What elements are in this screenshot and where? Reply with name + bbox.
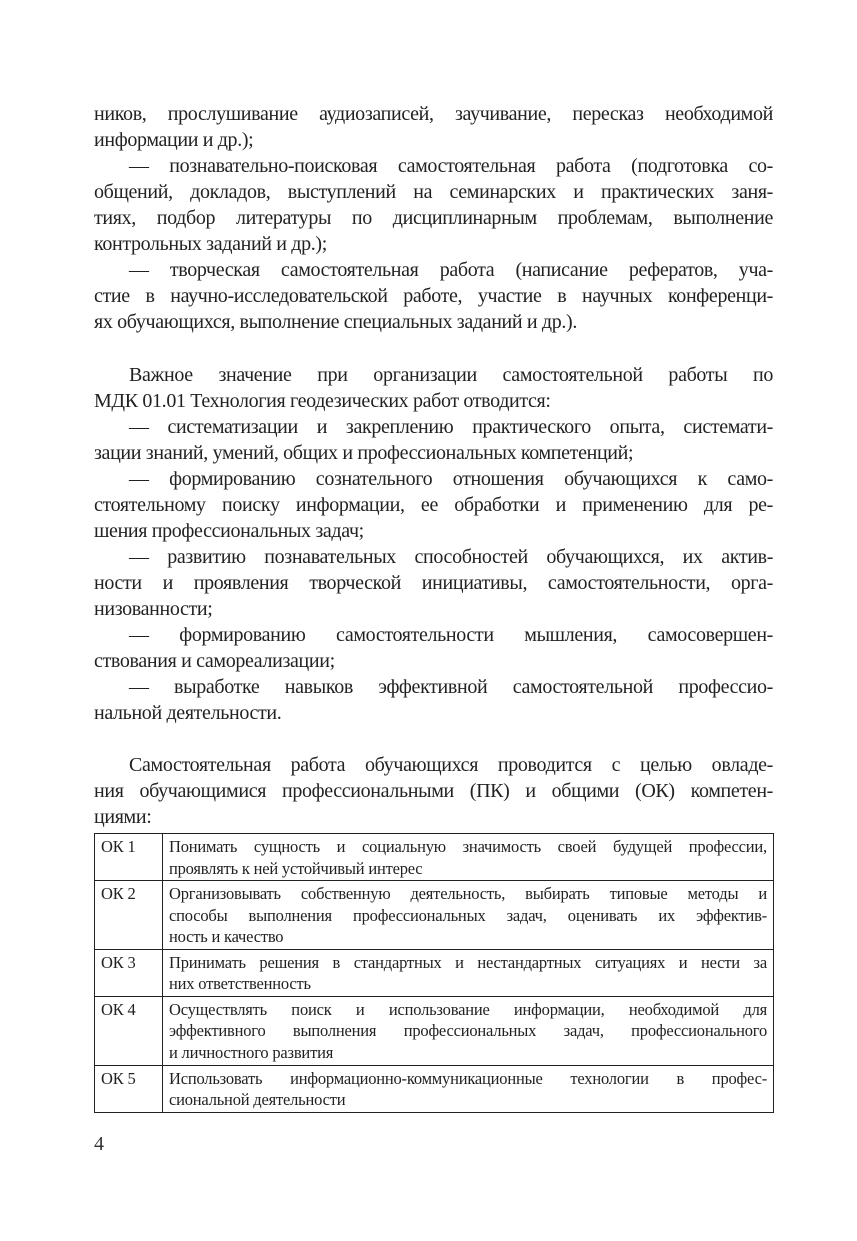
text-line: ствования и самореализации;	[94, 650, 335, 672]
table-text-line: ность и качество	[169, 927, 284, 946]
text-line: — выработке навыков эффективной самостоятельной профессио-	[129, 676, 773, 698]
text-line: циями:	[94, 806, 152, 828]
text-line: — творческая самостоятельная работа (написание рефератов, уча-	[129, 259, 773, 281]
table-text-line: эффективного выполнения профессиональных задач, профессионального	[169, 1021, 767, 1040]
text-line: низованности;	[94, 598, 213, 620]
table-text-line: них ответственность	[169, 974, 311, 993]
table-text-line: проявлять к ней устойчивый интерес	[169, 858, 423, 878]
table-text-line: Использовать информационно-коммуникационные технологии в профес-	[169, 1068, 767, 1088]
table-text-line: Организовывать собственную деятельность, выбирать типовые методы и	[169, 884, 767, 903]
text-line: — формированию самостоятельности мышления, самосовершен-	[129, 624, 773, 646]
text-line: МДК 01.01 Технология геодезических работ отводится:	[94, 390, 551, 412]
competencies-table	[94, 833, 774, 1113]
text-line: ния обучающимися профессиональными (ПК) и общими (ОК) компетен-	[94, 780, 773, 802]
competency-code: ОК 1	[95, 834, 163, 881]
table-text-line: Принимать решения в стандартных и нестандартных ситуациях и нести за	[169, 952, 767, 972]
text-line: контрольных заданий и др.);	[94, 233, 327, 255]
table-row	[95, 1065, 774, 1112]
text-line: ности и проявления творческой инициативы, самостоятельности, орга-	[94, 572, 773, 594]
text-line: общений, докладов, выступлений на семинарских и практических заня-	[94, 181, 773, 203]
competency-description	[163, 881, 774, 950]
competency-code: ОК 4	[95, 996, 163, 1065]
competency-code: ОК 5	[95, 1065, 163, 1112]
text-line: — познавательно-поисковая самостоятельная работа (подготовка со-	[129, 155, 773, 177]
text-line: шения профессиональных задач;	[94, 520, 364, 542]
table-text-line: Понимать сущность и социальную значимость своей будущей профессии,	[169, 837, 767, 856]
text-line: Важное значение при организации самостоятельной работы по	[129, 364, 773, 386]
text-line: стие в научно-исследовательской работе, участие в научных конференци-	[94, 285, 773, 307]
text-line: — развитию познавательных способностей обучающихся, их актив-	[129, 546, 773, 568]
table-text-line: сиональной деятельности	[169, 1090, 346, 1109]
competency-description	[163, 996, 774, 1065]
competency-description	[163, 949, 774, 996]
table-text-line: и личностного развития	[169, 1042, 334, 1062]
table-row	[95, 834, 774, 881]
text-line: — систематизации и закреплению практического опыта, системати-	[129, 416, 773, 438]
text-line: Самостоятельная работа обучающихся проводится с целью овладе-	[129, 754, 773, 776]
table-text-line: способы выполнения профессиональных задач, оценивать их эффектив-	[169, 905, 767, 925]
competency-description	[163, 1065, 774, 1112]
text-line: нальной деятельности.	[94, 702, 282, 724]
competency-code: ОК 3	[95, 949, 163, 996]
text-line: ях обучающихся, выполнение специальных заданий и др.).	[94, 311, 577, 333]
competency-description	[163, 834, 774, 881]
table-row	[95, 949, 774, 996]
text-line: информации и др.);	[94, 129, 254, 151]
text-line: зации знаний, умений, общих и профессиональных компетенций;	[94, 442, 634, 464]
table-row	[95, 881, 774, 950]
text-line: ников, прослушивание аудиозаписей, заучивание, пересказ необходимой	[94, 103, 773, 125]
table-text-line: Осуществлять поиск и использование информации, необходимой для	[169, 999, 767, 1019]
competency-code: ОК 2	[95, 881, 163, 950]
text-line: — формированию сознательного отношения обучающихся к само-	[129, 468, 773, 490]
text-line: стоятельному поиску информации, ее обработки и применению для ре-	[94, 494, 773, 516]
page-number: 4	[94, 1133, 104, 1155]
table-row	[95, 996, 774, 1065]
text-line: тиях, подбор литературы по дисциплинарным проблемам, выполнение	[94, 207, 773, 229]
